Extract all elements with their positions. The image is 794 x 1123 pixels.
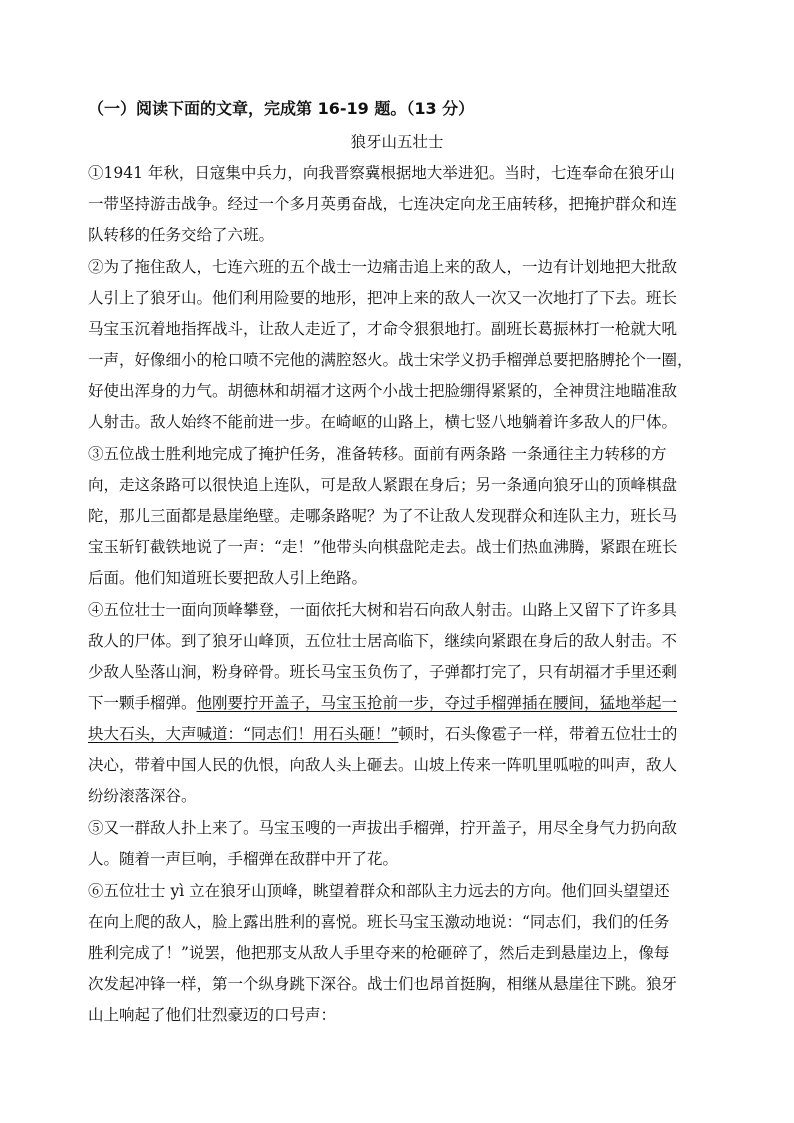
paragraph-marker: ② — [88, 258, 104, 276]
text-line: 在向上爬的敌人，脸上露出胜利的喜悦。班长马宝玉激动地说：“同志们，我们的任务 — [88, 913, 670, 931]
text-line: ③五位战士胜利地完成了掩护任务，准备转移。面前有两条路 一条通往主力转移的方 — [88, 445, 667, 463]
text-line: ①1941 年秋，日寇集中兵力，向我晋察冀根据地大举进犯。当时，七连奉命在狼牙山 — [88, 164, 675, 182]
paragraph-marker: ④ — [88, 601, 104, 619]
text-line: 好使出浑身的力气。胡德林和胡福才这两个小战士把脸绷得紧紧的，全神贯注地瞄准敌 — [88, 382, 678, 400]
text-line: 马宝玉沉着地指挥战斗，让敌人走近了，才命令狠狠地打。副班长葛振林打一枪就大吼 — [88, 320, 678, 338]
text-line: ⑥五位壮士 yì 立在狼牙山顶峰，眺望着群众和部队主力远去的方向。他们回头望望还 — [88, 882, 670, 900]
text-line: ⑤又一群敌人扑上来了。马宝玉嗖的一声拔出手榴弹，拧开盖子，用尽全身气力扔向敌 — [88, 819, 678, 837]
text-line: 陀，那儿三面都是悬崖绝壁。走哪条路呢？为了不让敌人发现群众和连队主力，班长马 — [88, 507, 678, 525]
section-heading: （一）阅读下面的文章，完成第 16-19 题。（13 分） — [88, 99, 475, 118]
text-line: 一声，好像细小的枪口喷不完他的满腔怒火。战士宋学义扔手榴弹总要把胳膊抡个一圈， — [88, 351, 693, 369]
text-line: 人引上了狼牙山。他们利用险要的地形，把冲上来的敌人一次又一次地打了下去。班长 — [88, 289, 678, 307]
text-line: 人。随着一声巨响，手榴弹在敌群中开了花。 — [88, 850, 399, 868]
text-line: 敌人的尸体。到了狼牙山峰顶，五位壮士居高临下，继续向紧跟在身后的敌人射击。不 — [88, 632, 678, 650]
text-line: 胜利完成了！”说罢，他把那支从敌人手里夺来的枪砸碎了，然后走到悬崖边上，像每 — [88, 944, 670, 962]
text-line: 山上响起了他们壮烈豪迈的口号声： — [88, 1006, 337, 1024]
text-line: 纷纷滚落深谷。 — [88, 787, 197, 805]
text-line: 向，走这条路可以很快追上连队，可是敌人紧跟在身后；另一条通向狼牙山的顶峰棋盘 — [88, 476, 678, 494]
text-line: 人射击。敌人始终不能前进一步。在崎岖的山路上，横七竖八地躺着许多敌人的尸体。 — [88, 413, 678, 431]
paragraph-marker: ⑥ — [88, 882, 104, 900]
text-line: ④五位壮士一面向顶峰攀登，一面依托大树和岩石向敌人射击。山路上又留下了许多具 — [88, 601, 678, 619]
text-line: 一带坚持游击战争。经过一个多月英勇奋战，七连决定向龙王庙转移，把掩护群众和连 — [88, 195, 678, 213]
paragraph-marker: ③ — [88, 445, 104, 463]
text-line: 少敌人坠落山涧，粉身碎骨。班长马宝玉负伤了，子弹都打完了，只有胡福才手里还剩 — [88, 663, 678, 681]
text-line: 决心，带着中国人民的仇恨，向敌人头上砸去。山坡上传来一阵叽里呱啦的叫声，敌人 — [88, 756, 678, 774]
article-title: 狼牙山五壮士 — [350, 133, 444, 151]
text-line: 后面。他们知道班长要把敌人引上绝路。 — [88, 569, 368, 587]
text-line: 宝玉斩钉截铁地说了一声：“走！”他带头向棋盘陀走去。战士们热血沸腾，紧跟在班长 — [88, 538, 678, 556]
text-line: ②为了拖住敌人，七连六班的五个战士一边痛击追上来的敌人，一边有计划地把大批敌 — [88, 258, 678, 276]
text-line: 下一颗手榴弹。他刚要拧开盖子，马宝玉抢前一步，夺过手榴弹插在腰间，猛地举起一 — [88, 694, 678, 712]
underlined-sentence: 他刚要拧开盖子，马宝玉抢前一步，夺过手榴弹插在腰间，猛地举起一 — [196, 694, 678, 712]
paragraph-marker: ⑤ — [88, 819, 104, 837]
text-line: 队转移的任务交给了六班。 — [88, 226, 275, 244]
underlined-sentence: 块大石头，大声喊道：“同志们！用石头砸！” — [88, 725, 399, 743]
paragraph-marker: ① — [88, 164, 104, 182]
text-line: 块大石头，大声喊道：“同志们！用石头砸！”顿时，石头像雹子一样，带着五位壮士的 — [88, 725, 678, 743]
text-line: 次发起冲锋一样，第一个纵身跳下深谷。战士们也昂首挺胸，相继从悬崖往下跳。狼牙 — [88, 975, 678, 993]
